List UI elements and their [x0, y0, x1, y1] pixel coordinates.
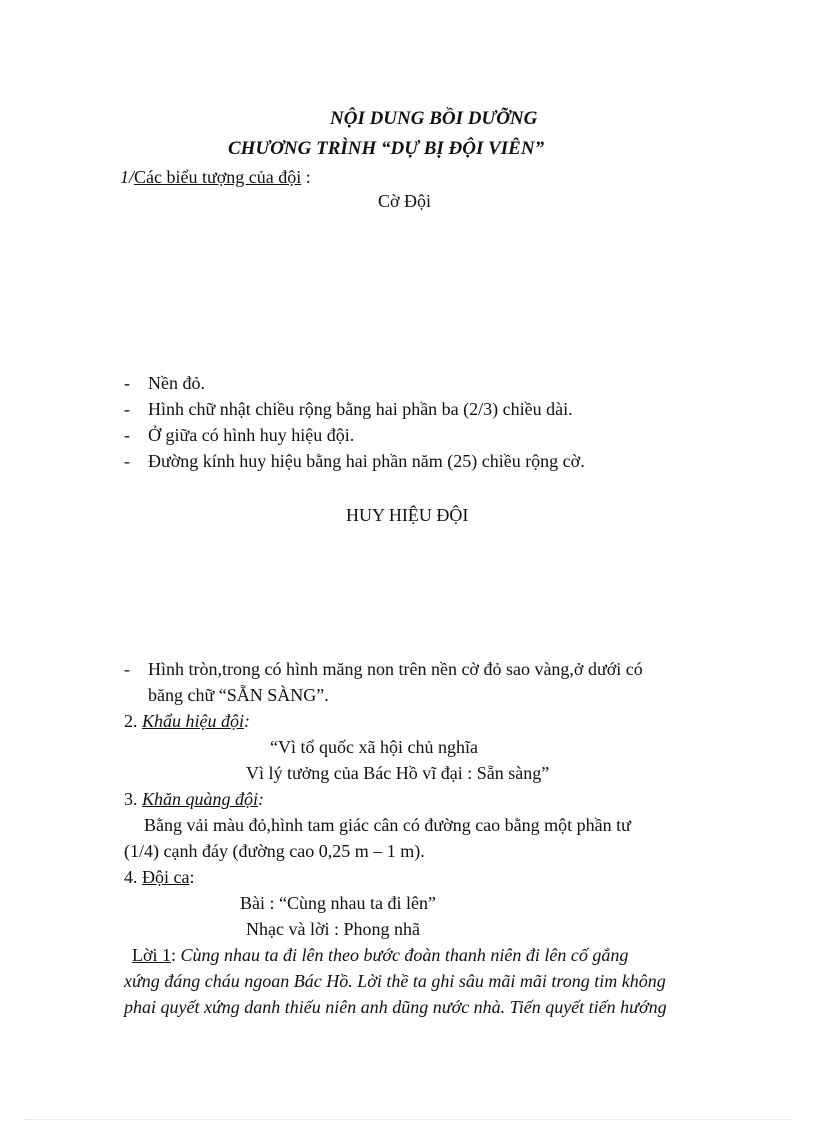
- bullet-text: Nền đỏ.: [148, 373, 205, 393]
- badge-heading: HUY HIỆU ĐỘI: [346, 505, 469, 525]
- song-title-line: Bài : “Cùng nhau ta đi lên”: [240, 893, 436, 913]
- bullet-dash: -: [124, 399, 130, 419]
- scarf-line-1: Bằng vải màu đỏ,hình tam giác cân có đường cao bằng một phần tư: [144, 815, 631, 835]
- bullet-text: Đường kính huy hiệu bằng hai phần năm (25) chiều rộng cờ.: [148, 451, 585, 471]
- section-3-heading: [124, 788, 264, 810]
- page-bottom-divider: [24, 1119, 792, 1120]
- verse-line-3: phai quyết xứng danh thiếu niên anh dũng nước nhà. Tiến quyết tiến hướng: [124, 997, 667, 1017]
- slogan-line-1: “Vì tổ quốc xã hội chủ nghĩa: [270, 737, 478, 757]
- section-heading-text: Khẩu hiệu đội: [142, 711, 244, 731]
- verse-line-1: [132, 944, 628, 966]
- scarf-line-2: (1/4) cạnh đáy (đường cao 0,25 m – 1 m).: [124, 841, 425, 861]
- section-number: 4.: [124, 867, 138, 887]
- title-line-2: CHƯƠNG TRÌNH “DỰ BỊ ĐỘI VIÊN”: [228, 138, 545, 159]
- bullet-text: Ở giữa có hình huy hiệu đội.: [148, 425, 355, 445]
- badge-bullet-continuation: băng chữ “SẴN SÀNG”.: [148, 685, 329, 705]
- section-heading-text: Các biểu tượng của đội: [134, 167, 302, 187]
- section-heading-text: Đội ca: [142, 867, 190, 887]
- section-4-heading: [124, 866, 195, 888]
- section-1-heading: [120, 166, 311, 188]
- verse-text: Cùng nhau ta đi lên theo bước đoàn thanh niên đi lên cố gắng: [176, 945, 629, 965]
- bullet-text: Hình tròn,trong có hình măng non trên nền cờ đỏ sao vàng,ở dưới có: [148, 659, 643, 679]
- section-heading-text: Khăn quàng đội: [142, 789, 259, 809]
- bullet-dash: -: [124, 659, 130, 679]
- section-number: 2.: [124, 711, 138, 731]
- bullet-dash: -: [124, 373, 130, 393]
- bullet-text: Hình chữ nhật chiều rộng bằng hai phần ba (2/3) chiều dài.: [148, 399, 573, 419]
- flag-heading: Cờ Đội: [378, 191, 432, 211]
- section-colon: :: [189, 867, 195, 887]
- section-number: 1/: [120, 167, 135, 187]
- verse-colon: :: [171, 945, 177, 965]
- section-colon: :: [305, 167, 311, 187]
- song-author-line: Nhạc và lời : Phong nhã: [246, 919, 420, 939]
- section-2-heading: [124, 710, 250, 732]
- section-colon: :: [258, 789, 265, 809]
- title-line-1: NỘI DUNG BỒI DƯỠNG: [330, 108, 538, 129]
- slogan-line-2: Vì lý tưởng của Bác Hồ vĩ đại : Sẵn sàng”: [246, 763, 550, 783]
- bullet-dash: -: [124, 425, 130, 445]
- section-colon: :: [244, 711, 250, 731]
- verse-line-2: xứng đáng cháu ngoan Bác Hồ. Lời thề ta ghi sâu mãi mãi trong tim không: [124, 971, 666, 991]
- bullet-dash: -: [124, 451, 130, 471]
- verse-label: Lời 1: [132, 945, 172, 965]
- section-number: 3.: [124, 789, 138, 809]
